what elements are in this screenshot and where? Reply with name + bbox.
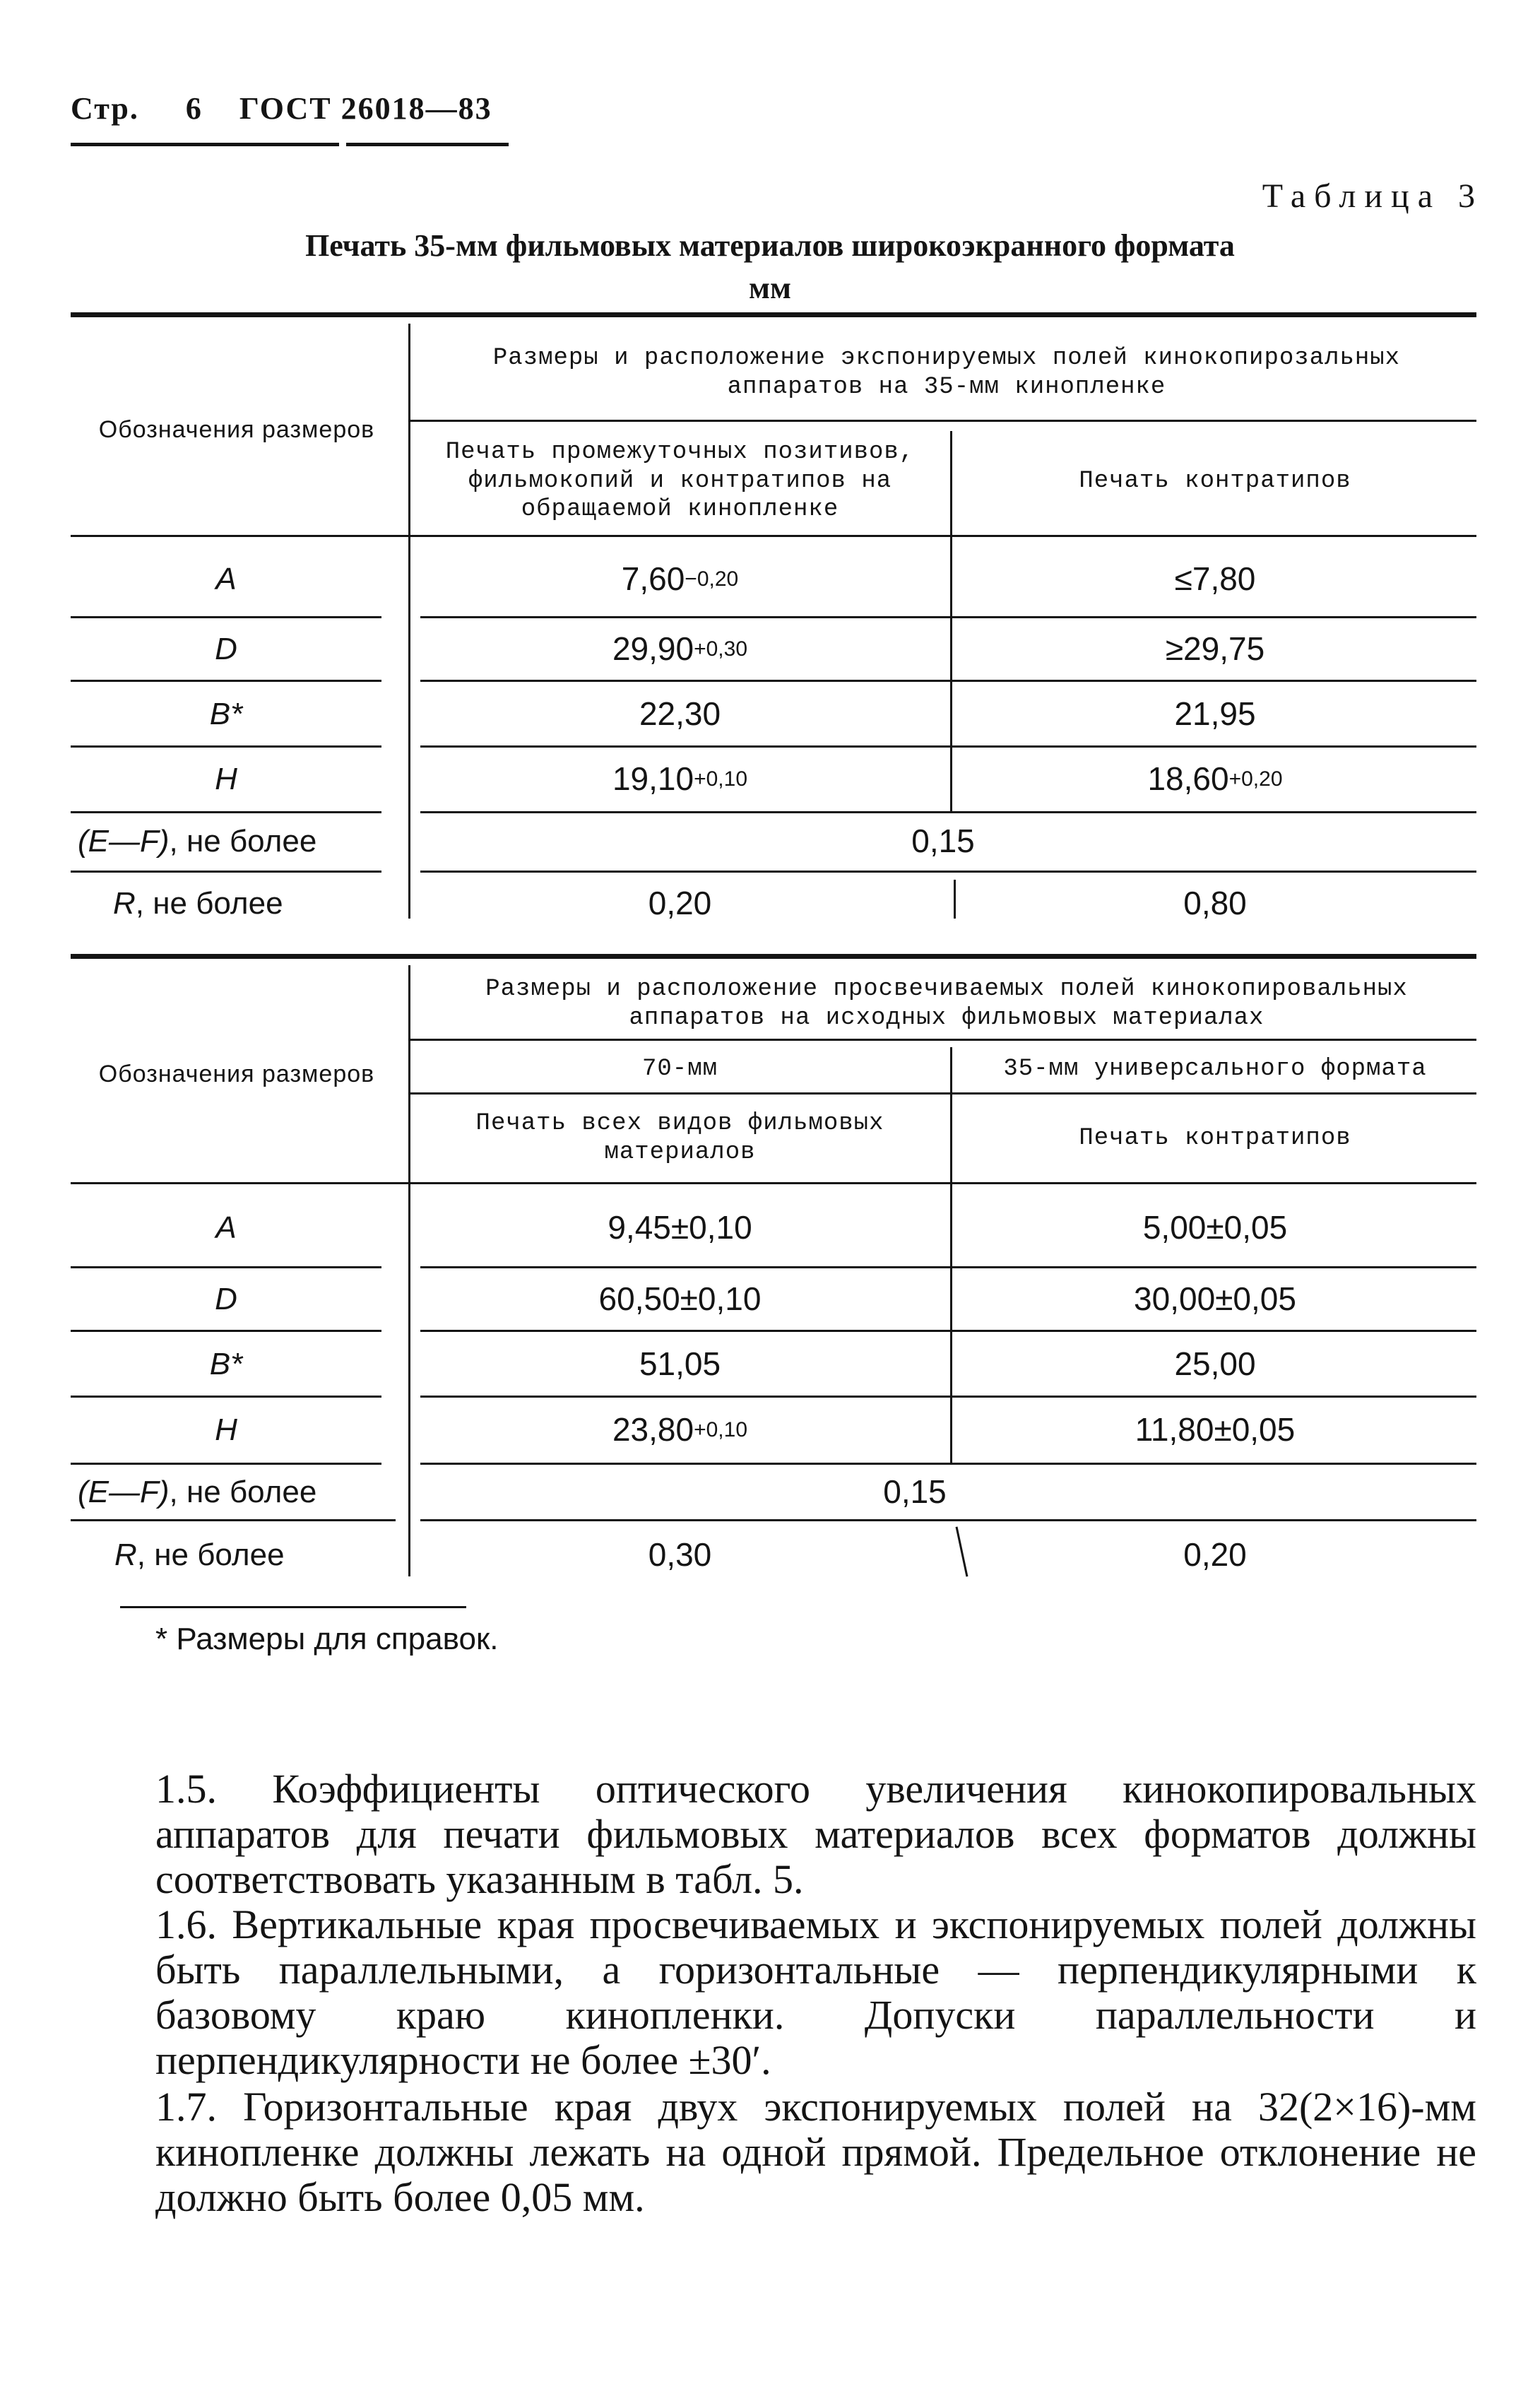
table1-body-subcol-divider <box>950 537 952 813</box>
table1-group-underline <box>410 420 1476 422</box>
table2-cell: 51,05 <box>639 1345 721 1383</box>
table1-row-sep <box>71 811 381 813</box>
table1-col2-header: Печать контратипов <box>1079 467 1351 495</box>
table1-cell: 7,60 −0,20 <box>621 560 739 598</box>
table2-row-label: A <box>215 1210 237 1245</box>
table1-row-sep <box>71 616 381 618</box>
paragraph-1-6: 1.6. Вертикальные края просвечиваемых и экспонируемых полей должны быть параллельными, а горизонтальные — перпендикулярными к базовому краю кинопленки. Допуски параллельности и перпендикулярности не более ±30′. <box>155 1901 1476 2083</box>
table2-row-sep <box>71 1463 381 1465</box>
table2-col1-header: Печать всех видов фильмовых материалов <box>475 1110 884 1166</box>
table1-row-sep <box>71 871 381 873</box>
table1-cell: 21,95 <box>1174 695 1256 733</box>
table1-row-label: D <box>215 631 237 666</box>
table1-row-label: B* <box>209 696 243 731</box>
table2-cell: 9,45±0,10 <box>608 1209 752 1246</box>
table2-cell: 11,80±0,05 <box>1135 1411 1296 1449</box>
table2-row-sep <box>420 1266 1476 1268</box>
table1-header-bottom <box>71 535 1476 537</box>
table1-col1-header: Печать промежуточных позитивов, фильмокопий и контратипов на обращаемой кинопленке <box>445 438 915 524</box>
table2-cell: 30,00±0,05 <box>1134 1280 1296 1318</box>
table2-row-sep <box>71 1396 381 1398</box>
table1-cell: ≤7,80 <box>1174 560 1256 598</box>
table2-row-sep <box>420 1396 1476 1398</box>
table1-row-sep <box>420 871 1476 873</box>
table1-row-sep <box>420 745 1476 748</box>
table1-cell: 29,90 +0,30 <box>612 630 748 668</box>
table2-sub1-header: 70-мм <box>641 1055 718 1082</box>
table2-row-sep <box>420 1519 1476 1521</box>
table2-cell: 0,20 <box>1183 1536 1247 1574</box>
table1-row-sep <box>420 616 1476 618</box>
table1-row-sep <box>420 811 1476 813</box>
header-underline-right <box>346 143 509 146</box>
table1-cell: ≥29,75 <box>1165 630 1265 668</box>
table1-subcol-divider <box>950 431 952 536</box>
table2-col-label: Обозначения размеров <box>98 1060 375 1087</box>
table1-row-label: (E—F) , не более <box>78 823 317 859</box>
table-number: Таблица 3 <box>1262 177 1483 215</box>
table2-row-sep <box>420 1463 1476 1465</box>
table1-row-label: A <box>215 561 237 596</box>
table1-cell: 19,10 +0,10 <box>612 760 748 798</box>
standard-code: ГОСТ 26018—83 <box>239 91 492 126</box>
table2-row-sep <box>420 1330 1476 1332</box>
table1-col-label: Обозначения размеров <box>98 415 375 443</box>
table2-subcol-divider <box>950 1047 952 1183</box>
table1-cell: 18,60 +0,20 <box>1147 760 1283 798</box>
table2-group-underline <box>410 1039 1476 1041</box>
table2-row-label: B* <box>209 1346 243 1381</box>
table1-row-label: H <box>215 761 237 796</box>
table1-group-header: Размеры и расположение экспонируемых полей кинокопирозальных аппаратов на 35-мм кинопленке <box>492 345 1401 401</box>
table1-row-label: R , не более <box>113 885 283 921</box>
table2-header-bottom <box>71 1182 1476 1184</box>
footnote: * Размеры для справок. <box>155 1622 499 1656</box>
table2-cell: 5,00±0,05 <box>1142 1209 1288 1246</box>
table2-row-label: H <box>215 1412 237 1447</box>
table2-cell: 23,80 +0,10 <box>612 1411 748 1449</box>
table1-top-border <box>71 312 1476 317</box>
table2-row-label: D <box>215 1281 237 1316</box>
table2-sub2-header: 35-мм универсального формата <box>1003 1055 1427 1082</box>
header-underline-left <box>71 143 339 146</box>
table1-row-sep <box>71 680 381 682</box>
table-units: мм <box>749 271 791 305</box>
table2-cell: 60,50±0,10 <box>598 1280 762 1318</box>
table2-merged-cell: 0,15 <box>883 1473 947 1511</box>
page-number: 6 <box>185 91 203 126</box>
paragraph-1-5: 1.5. Коэффициенты оптического увеличения кинокопировальных аппаратов для печати фильмовых материалов всех форматов должны соответствовать указанным в табл. 5. <box>155 1766 1476 1902</box>
table2-top-border <box>71 954 1476 959</box>
table2-row-label: (E—F) , не более <box>78 1474 317 1509</box>
page-label: Стр. <box>71 91 139 126</box>
page-header <box>71 90 492 126</box>
table1-row-sep <box>71 745 381 748</box>
table1-cell: 0,80 <box>1183 885 1247 922</box>
table-title <box>0 225 1540 309</box>
table2-row-sep <box>71 1330 381 1332</box>
table1-cell: 0,20 <box>648 885 712 922</box>
table2-row-sep <box>71 1519 396 1521</box>
table2-row-label: R , не более <box>114 1537 285 1572</box>
paragraph-1-7: 1.7. Горизонтальные края двух экспонируемых полей на 32(2×16)-мм кинопленке должны лежать на одной прямой. Предельное отклонение не должно быть более 0,05 мм. <box>155 2084 1476 2220</box>
table2-body-subcol-divider <box>950 1184 952 1464</box>
table1-merged-cell: 0,15 <box>911 822 975 860</box>
table1-cell: 22,30 <box>639 695 721 733</box>
table2-cell: 25,00 <box>1174 1345 1256 1383</box>
table2-col2-header: Печать контратипов <box>1079 1124 1351 1152</box>
footnote-rule <box>120 1606 466 1608</box>
table2-row-sep <box>71 1266 381 1268</box>
table2-cell: 0,30 <box>648 1536 712 1574</box>
table2-group-header: Размеры и расположение просвечиваемых полей кинокопировальных аппаратов на исходных фильмовых материалах <box>485 976 1408 1032</box>
table1-row-sep <box>420 680 1476 682</box>
table-title-line1: Печать 35-мм фильмовых материалов широкоэкранного формата <box>305 228 1235 263</box>
table2-sub-underline <box>410 1092 1476 1095</box>
